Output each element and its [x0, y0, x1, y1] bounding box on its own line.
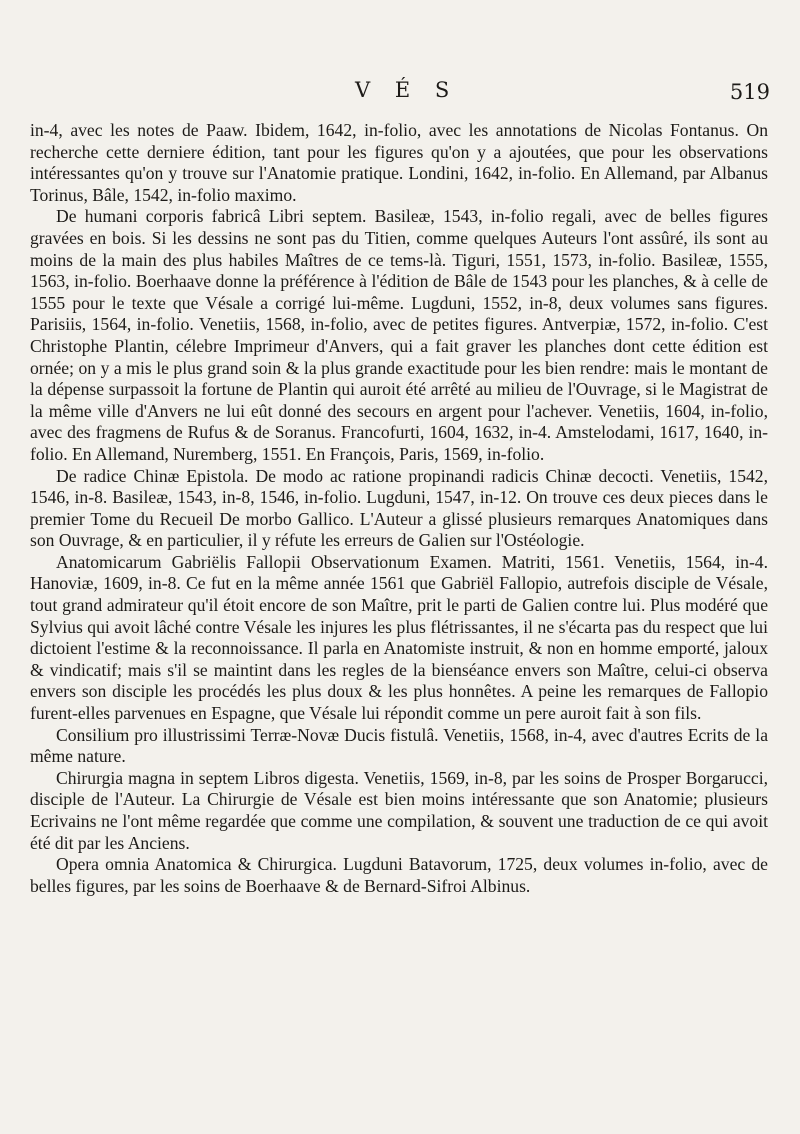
bibliography-entry: De humani corporis fabricâ Libri septem. Basileæ, 1543, in-folio regali, avec de belles figures gravées en bois. Si les dessins ne sont pas du Titien, comme quelques Auteurs l'ont assûré, ils sont au moins de la main des plus habiles Maîtres de ce tems-là. Tiguri, 1551, 1573, in-folio. Basileæ, 1555, 1563, in-folio. Boerhaave donne la préférence à l'édition de Bâle de 1543 pour les planches, & à celle de 1555 pour le texte que Vésale a corrigé lui-même. Lugduni, 1552, in-8, deux volumes sans figures. Parisiis, 1564, in-folio. Venetiis, 1568, in-folio, avec de petites figures. Antverpiæ, 1572, in-folio. C'est Christophe Plantin, célebre Imprimeur d'Anvers, qui a fait graver les planches dont cette édition est ornée; on y a mis le plus grand soin & la plus grande exactitude pour les bien rendre: mais le montant de la dépense surpassoit la fortune de Plantin qui auroit été arrêté au milieu de l'Ouvrage, si le Magistrat de la même ville d'Anvers ne lui eût donné des secours en argent pour l'achever. Venetiis, 1604, in-folio, avec des fragmens de Rufus & de Soranus. Francofurti, 1604, 1632, in-4. Amstelodami, 1617, 1640, in-folio. En Allemand, Nuremberg, 1551. En François, Paris, 1569, in-folio. — [30, 206, 768, 464]
bibliography-entry: Consilium pro illustrissimi Terræ-Novæ Ducis fistulâ. Venetiis, 1568, in-4, avec d'autres Ecrits de la même nature. — [30, 724, 768, 767]
bibliography-entry: in-4, avec les notes de Paaw. Ibidem, 1642, in-folio, avec les annotations de Nicolas Fontanus. On recherche cette derniere édition, tant pour les figures qu'on y a ajoutées, que pour les observations intéressantes qu'on y trouve sur l'Anatomie pratique. Londini, 1642, in-folio. En Allemand, par Albanus Torinus, Bâle, 1542, in-folio maximo. — [30, 120, 768, 205]
page-number: 519 — [729, 80, 770, 104]
bibliography-entry: Chirurgia magna in septem Libros digesta. Venetiis, 1569, in-8, par les soins de Prosper Borgarucci, disciple de l'Auteur. La Chirurgie de Vésale est bien moins intéressante que son Anatomie; plusieurs Ecrivains ne l'ont même regardée que comme une compilation, & souvent une traduction de ce qui avoit été dit par les Anciens. — [30, 767, 768, 853]
page-header — [0, 78, 800, 108]
bibliography-entry: De radice Chinæ Epistola. De modo ac ratione propinandi radicis Chinæ decocti. Venetiis, 1542, 1546, in-8. Basileæ, 1543, in-8, 1546, in-folio. Lugduni, 1547, in-12. On trouve ces deux pieces dans le premier Tome du Recueil De morbo Gallico. L'Auteur a glissé plusieurs remarques Anatomiques dans son Ouvrage, & en particulier, il y réfute les erreurs de Galien sur l'Ostéologie. — [30, 465, 768, 551]
bibliography-entry: Anatomicarum Gabriëlis Fallopii Observationum Examen. Matriti, 1561. Venetiis, 1564, in-4. Hanoviæ, 1609, in-8. Ce fut en la même année 1561 que Gabriël Fallopio, autrefois disciple de Vésale, tout grand admirateur qu'il étoit encore de son Maître, prit le parti de Galien contre lui. Plus modéré que Sylvius qui avoit lâché contre Vésale les injures les plus flétrissantes, il ne s'écarta pas du respect que lui dictoient l'estime & la reconnoissance. Il parla en Anatomiste instruit, & non en homme emporté, jaloux & vindicatif; mais s'il se maintint dans les regles de la bienséance envers son Maître, celui-ci observa envers son disciple les procédés les plus doux & les plus honnêtes. A peine les remarques de Fallopio furent-elles parvenues en Espagne, que Vésale lui répondit comme un pere auroit fait à son fils. — [30, 551, 768, 724]
body-text — [30, 120, 768, 897]
bibliography-entry: Opera omnia Anatomica & Chirurgica. Lugduni Batavorum, 1725, deux volumes in-folio, avec de belles figures, par les soins de Boerhaave & de Bernard-Sifroi Albinus. — [30, 854, 768, 896]
running-head: V É S — [355, 78, 459, 102]
